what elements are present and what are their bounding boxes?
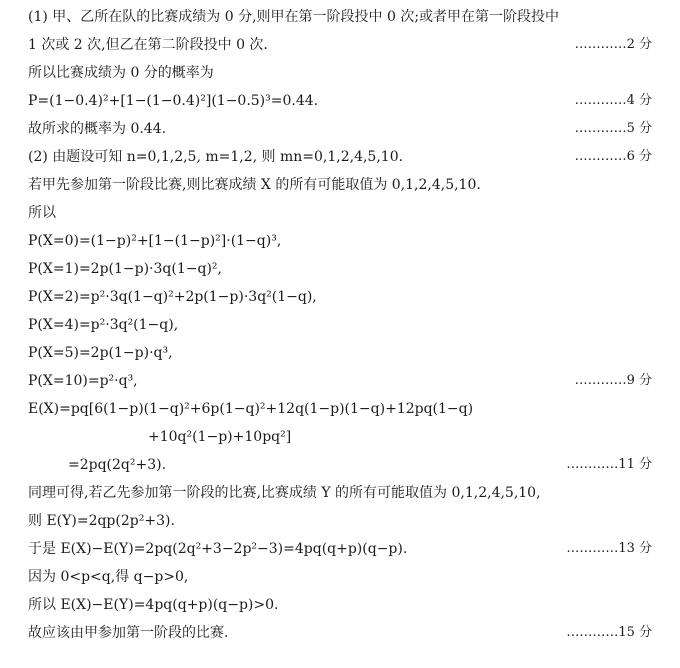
line-text: P(X=4)=p²·3q²(1−q), <box>28 317 179 333</box>
line-text: 故应该由甲参加第一阶段的比赛. <box>28 625 229 641</box>
line-text: (1) 甲、乙所在队的比赛成绩为 0 分,则甲在第一阶段投中 0 次;或者甲在第一阶段投中 <box>28 9 560 25</box>
score-marker: …………13 分 <box>566 541 652 556</box>
line-text: 所以比赛成绩为 0 分的概率为 <box>28 65 214 81</box>
text-line <box>28 397 652 421</box>
line-text: P(X=2)=p²·3q(1−q)²+2p(1−p)·3q²(1−q), <box>28 289 317 305</box>
text-line <box>28 117 652 141</box>
text-line <box>28 453 652 477</box>
line-text: 所以 <box>28 205 56 221</box>
line-text: 1 次或 2 次,但乙在第二阶段投中 0 次. <box>28 37 268 53</box>
score-marker: …………9 分 <box>574 373 652 388</box>
line-text: 则 E(Y)=2qp(2p²+3). <box>28 513 175 529</box>
score-marker: …………5 分 <box>574 121 652 136</box>
text-line <box>28 173 652 197</box>
line-text: P=(1−0.4)²+[1−(1−0.4)²](1−0.5)³=0.44. <box>28 93 319 109</box>
score-marker: …………15 分 <box>566 625 652 640</box>
line-text: E(X)=pq[6(1−p)(1−q)²+6p(1−q)²+12q(1−p)(1−q)+12pq(1−q) <box>28 401 474 417</box>
text-line <box>28 509 652 533</box>
score-marker: …………11 分 <box>566 457 652 472</box>
line-text: 于是 E(X)−E(Y)=2pq(2q²+3−2p²−3)=4pq(q+p)(q−p). <box>28 541 408 557</box>
line-text: P(X=1)=2p(1−p)·3q(1−q)², <box>28 261 222 277</box>
line-text: P(X=10)=p²·q³, <box>28 373 138 389</box>
text-line <box>28 257 652 281</box>
text-line <box>28 425 652 449</box>
text-line <box>28 313 652 337</box>
line-text: 同理可得,若乙先参加第一阶段的比赛,比赛成绩 Y 的所有可能取值为 0,1,2,4,5,10, <box>28 485 541 501</box>
line-text: (2) 由题设可知 n=0,1,2,5, m=1,2, 则 mn=0,1,2,4,5,10. <box>28 149 404 165</box>
text-line <box>28 369 652 393</box>
line-text: 因为 0<p<q,得 q−p>0, <box>28 569 189 585</box>
line-text: 故所求的概率为 0.44. <box>28 121 167 137</box>
line-text: 所以 E(X)−E(Y)=4pq(q+p)(q−p)>0. <box>28 597 279 613</box>
line-text: +10q²(1−p)+10pq²] <box>148 429 292 445</box>
line-text: 若甲先参加第一阶段比赛,则比赛成绩 X 的所有可能取值为 0,1,2,4,5,10. <box>28 177 481 193</box>
text-line <box>28 565 652 589</box>
text-line <box>28 229 652 253</box>
text-line <box>28 621 652 645</box>
text-line <box>28 61 652 85</box>
score-marker: …………4 分 <box>574 93 652 108</box>
text-line <box>28 201 652 225</box>
text-line <box>28 593 652 617</box>
text-line <box>28 285 652 309</box>
line-text: =2pq(2q²+3). <box>68 457 167 473</box>
text-line <box>28 537 652 561</box>
text-line <box>28 89 652 113</box>
text-line <box>28 481 652 505</box>
score-marker: …………6 分 <box>574 149 652 164</box>
text-line <box>28 341 652 365</box>
text-line <box>28 33 652 57</box>
line-text: P(X=5)=2p(1−p)·q³, <box>28 345 173 361</box>
text-line <box>28 145 652 169</box>
line-text: P(X=0)=(1−p)²+[1−(1−p)²]·(1−q)³, <box>28 233 282 249</box>
text-line <box>28 5 652 29</box>
score-marker: …………2 分 <box>574 37 652 52</box>
